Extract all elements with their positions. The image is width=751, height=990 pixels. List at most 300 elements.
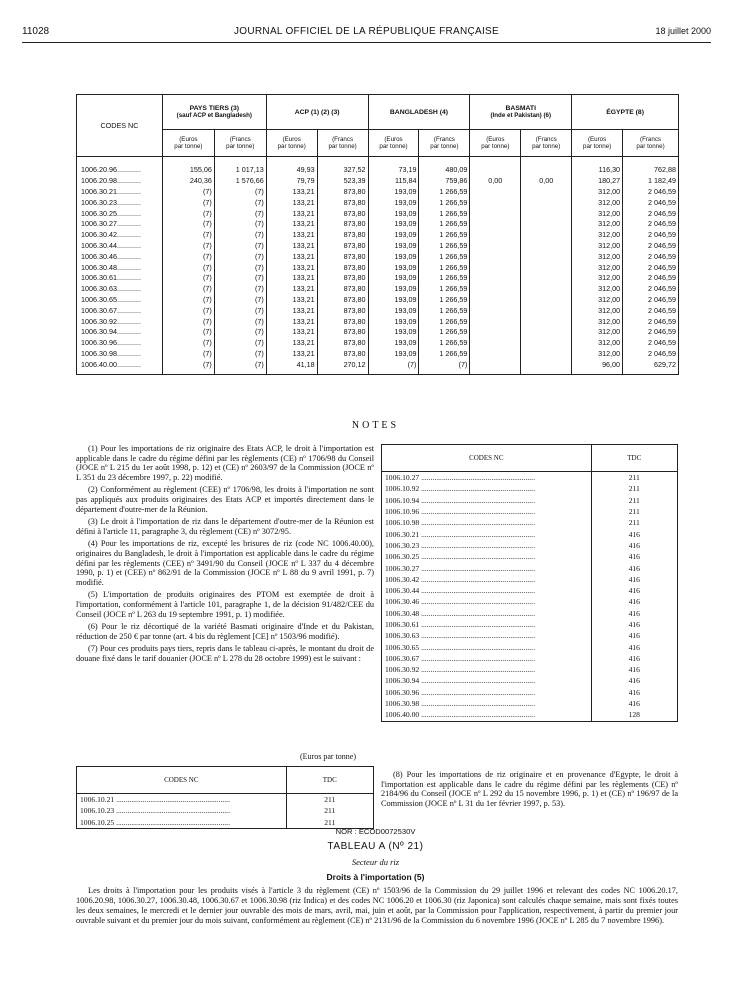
- value-cell: (7): [162, 295, 214, 306]
- tdc-cell: 416: [591, 551, 677, 562]
- table-row: [77, 197, 679, 208]
- value-cell: 133,21: [266, 284, 317, 295]
- table-row: [77, 805, 374, 816]
- tdc-cell: 416: [591, 540, 677, 551]
- value-cell: 1 266,59: [419, 327, 470, 338]
- code-cell: 1006.30.42............: [77, 230, 163, 241]
- code-cell: 1006.20.96............: [77, 157, 163, 176]
- value-cell: 312,00: [572, 208, 623, 219]
- value-cell: [470, 295, 521, 306]
- value-cell: [470, 284, 521, 295]
- value-cell: 312,00: [572, 219, 623, 230]
- value-cell: 1 266,59: [419, 273, 470, 284]
- value-cell: 312,00: [572, 187, 623, 198]
- value-cell: 193,09: [368, 197, 419, 208]
- value-cell: 79,79: [266, 176, 317, 187]
- value-cell: [521, 284, 572, 295]
- tdc-cell: 416: [591, 641, 677, 652]
- table-row: [77, 251, 679, 262]
- tdc-right-tdc-header: TDC: [591, 445, 677, 472]
- value-cell: 193,09: [368, 349, 419, 360]
- value-cell: (7): [214, 359, 266, 374]
- value-cell: 873,80: [317, 197, 368, 208]
- tdc-cell: 211: [286, 805, 373, 816]
- tdc-cell: 416: [591, 698, 677, 709]
- table-row: [77, 359, 679, 374]
- code-cell: 1006.30.23 ............................................................: [382, 540, 592, 551]
- table-row: [77, 327, 679, 338]
- value-cell: 240,36: [162, 176, 214, 187]
- tdc-cell: 416: [591, 619, 677, 630]
- tdc-cell: 416: [591, 630, 677, 641]
- value-cell: [521, 305, 572, 316]
- value-cell: 1 266,59: [419, 230, 470, 241]
- tdc-table-right: [381, 444, 678, 722]
- note-3: (3) Le droit à l'importation de riz dans le département d'outre-mer de la Réunion est défini à l'article 11, paragraphe 3, du règlement (CE) nº 3072/95.: [76, 517, 374, 536]
- unit-euros-header: (Euros par tonne): [266, 130, 317, 157]
- value-cell: 873,80: [317, 284, 368, 295]
- value-cell: 2 046,59: [623, 187, 679, 198]
- value-cell: 193,09: [368, 241, 419, 252]
- value-cell: [470, 157, 521, 176]
- value-cell: [521, 359, 572, 374]
- value-cell: 762,88: [623, 157, 679, 176]
- code-cell: 1006.30.23............: [77, 197, 163, 208]
- value-cell: (7): [162, 284, 214, 295]
- value-cell: 2 046,59: [623, 208, 679, 219]
- table-row: [382, 528, 678, 539]
- table-row: [77, 157, 679, 176]
- value-cell: [470, 327, 521, 338]
- value-cell: 873,80: [317, 327, 368, 338]
- table-row: [382, 472, 678, 484]
- value-cell: [521, 241, 572, 252]
- value-cell: (7): [214, 262, 266, 273]
- unit-euros-header: (Euros par tonne): [470, 130, 521, 157]
- table-row: [382, 664, 678, 675]
- code-cell: 1006.10.98 ............................................................: [382, 517, 592, 528]
- value-cell: 193,09: [368, 295, 419, 306]
- tdc-cell: 416: [591, 687, 677, 698]
- code-cell: 1006.10.25 ............................................................: [77, 817, 287, 829]
- value-cell: 193,09: [368, 187, 419, 198]
- value-cell: 193,09: [368, 230, 419, 241]
- value-cell: [521, 338, 572, 349]
- notes-column: [76, 444, 374, 666]
- table-row: [77, 316, 679, 327]
- tdc-right-codes-header: CODES NC: [382, 445, 592, 472]
- unit-francs-header: (Francs par tonne): [623, 130, 679, 157]
- value-cell: 270,12: [317, 359, 368, 374]
- note-5: (5) L'importation de produits originaires des PTOM est exemptée de droit à l'importation, conformément à l'article 101, paragraphe 1, de la décision 91/482/CEE du Conseil (JOCE nº L 263 du 19 septembre 1991, p. 1) modifiée.: [76, 590, 374, 619]
- value-cell: [470, 262, 521, 273]
- value-cell: 480,09: [419, 157, 470, 176]
- value-cell: [521, 349, 572, 360]
- code-cell: 1006.30.94 ............................................................: [382, 675, 592, 686]
- running-header: [22, 26, 711, 40]
- tdc-cell: 416: [591, 562, 677, 573]
- value-cell: 2 046,59: [623, 197, 679, 208]
- value-cell: (7): [162, 305, 214, 316]
- code-cell: 1006.30.21............: [77, 187, 163, 198]
- value-cell: 193,09: [368, 273, 419, 284]
- value-cell: 312,00: [572, 305, 623, 316]
- unit-note: (Euros par tonne): [300, 752, 356, 761]
- value-cell: 873,80: [317, 295, 368, 306]
- value-cell: 133,21: [266, 187, 317, 198]
- value-cell: (7): [419, 359, 470, 374]
- value-cell: (7): [368, 359, 419, 374]
- value-cell: 312,00: [572, 251, 623, 262]
- value-cell: 2 046,59: [623, 219, 679, 230]
- code-cell: 1006.30.61 ............................................................: [382, 619, 592, 630]
- notes-title: NOTES: [351, 420, 400, 431]
- value-cell: 1 182,49: [623, 176, 679, 187]
- table-row: [77, 349, 679, 360]
- journal-title: JOURNAL OFFICIEL DE LA RÉPUBLIQUE FRANÇAISE: [234, 26, 499, 37]
- value-cell: 1 266,59: [419, 338, 470, 349]
- value-cell: 133,21: [266, 262, 317, 273]
- value-cell: 1 266,59: [419, 208, 470, 219]
- group-header-basmati: BASMATI (Inde et Pakistan) (6): [470, 95, 572, 130]
- tdc-cell: 416: [591, 528, 677, 539]
- code-cell: 1006.10.96 ............................................................: [382, 506, 592, 517]
- value-cell: 2 046,59: [623, 284, 679, 295]
- value-cell: [521, 230, 572, 241]
- tdc-cell: 416: [591, 675, 677, 686]
- tdc-left-codes-header: CODES NC: [77, 767, 287, 794]
- unit-francs-header: (Francs par tonne): [419, 130, 470, 157]
- value-cell: 1 266,59: [419, 197, 470, 208]
- table-row: [77, 208, 679, 219]
- note-2: (2) Conformément au règlement (CEE) nº 1706/98, les droits à l'importation ne sont pas appliqués aux produits originaires des Etats ACP et importés directement dans le département d'outre-mer de la Réunion.: [76, 485, 374, 514]
- value-cell: 1 266,59: [419, 295, 470, 306]
- value-cell: 629,72: [623, 359, 679, 374]
- value-cell: 1 266,59: [419, 284, 470, 295]
- value-cell: (7): [162, 219, 214, 230]
- value-cell: 2 046,59: [623, 349, 679, 360]
- tdc-cell: 211: [591, 472, 677, 484]
- nor-reference: NOR : ECOD0072530V: [335, 827, 416, 836]
- code-cell: 1006.30.96 ............................................................: [382, 687, 592, 698]
- value-cell: 133,21: [266, 338, 317, 349]
- value-cell: 133,21: [266, 305, 317, 316]
- code-cell: 1006.30.27............: [77, 219, 163, 230]
- value-cell: (7): [162, 349, 214, 360]
- value-cell: [470, 230, 521, 241]
- value-cell: 873,80: [317, 316, 368, 327]
- value-cell: 193,09: [368, 284, 419, 295]
- group-header-acp: ACP (1) (2) (3): [266, 95, 368, 130]
- table-row: [382, 585, 678, 596]
- value-cell: 133,21: [266, 349, 317, 360]
- tdc-cell: 416: [591, 664, 677, 675]
- value-cell: 1 266,59: [419, 305, 470, 316]
- value-cell: 193,09: [368, 262, 419, 273]
- value-cell: [470, 251, 521, 262]
- import-duties-table: [76, 94, 679, 375]
- value-cell: (7): [162, 338, 214, 349]
- value-cell: [521, 187, 572, 198]
- value-cell: [470, 187, 521, 198]
- group-header-bangladesh: BANGLADESH (4): [368, 95, 470, 130]
- tdc-cell: 211: [286, 817, 373, 829]
- value-cell: [470, 359, 521, 374]
- tdc-cell: 416: [591, 653, 677, 664]
- value-cell: [470, 349, 521, 360]
- value-cell: [521, 251, 572, 262]
- value-cell: 312,00: [572, 262, 623, 273]
- header-rule: [22, 42, 711, 43]
- value-cell: [470, 273, 521, 284]
- table-row: [382, 619, 678, 630]
- table-row: [77, 176, 679, 187]
- code-cell: 1006.10.23 ............................................................: [77, 805, 287, 816]
- value-cell: 1 266,59: [419, 219, 470, 230]
- value-cell: (7): [214, 284, 266, 295]
- value-cell: (7): [162, 197, 214, 208]
- unit-euros-header: (Euros par tonne): [368, 130, 419, 157]
- unit-francs-header: (Francs par tonne): [317, 130, 368, 157]
- value-cell: 2 046,59: [623, 338, 679, 349]
- value-cell: 193,09: [368, 305, 419, 316]
- code-cell: 1006.30.98............: [77, 349, 163, 360]
- value-cell: 1 017,13: [214, 157, 266, 176]
- value-cell: [470, 305, 521, 316]
- value-cell: 327,52: [317, 157, 368, 176]
- value-cell: 180,27: [572, 176, 623, 187]
- code-cell: 1006.10.92 ............................................................: [382, 483, 592, 494]
- code-cell: 1006.30.27 ............................................................: [382, 562, 592, 573]
- value-cell: (7): [162, 187, 214, 198]
- value-cell: 2 046,59: [623, 230, 679, 241]
- code-cell: 1006.30.63............: [77, 284, 163, 295]
- table-row: [382, 675, 678, 686]
- value-cell: 96,00: [572, 359, 623, 374]
- table-row: [382, 495, 678, 506]
- code-cell: 1006.30.92 ............................................................: [382, 664, 592, 675]
- sector-subtitle: Secteur du riz: [351, 857, 400, 867]
- value-cell: 2 046,59: [623, 295, 679, 306]
- value-cell: [521, 157, 572, 176]
- value-cell: 523,39: [317, 176, 368, 187]
- table-row: [77, 338, 679, 349]
- value-cell: [521, 295, 572, 306]
- table-row: [382, 517, 678, 528]
- value-cell: (7): [162, 273, 214, 284]
- table-row: [382, 483, 678, 494]
- value-cell: [521, 273, 572, 284]
- code-cell: 1006.30.46 ............................................................: [382, 596, 592, 607]
- value-cell: 2 046,59: [623, 251, 679, 262]
- unit-francs-header: (Francs par tonne): [521, 130, 572, 157]
- value-cell: 873,80: [317, 219, 368, 230]
- value-cell: (7): [214, 295, 266, 306]
- value-cell: [521, 316, 572, 327]
- value-cell: 873,80: [317, 338, 368, 349]
- value-cell: (7): [214, 230, 266, 241]
- value-cell: 1 576,66: [214, 176, 266, 187]
- code-cell: 1006.30.98 ............................................................: [382, 698, 592, 709]
- tdc-left-tdc-header: TDC: [286, 767, 373, 794]
- table-row: [382, 540, 678, 551]
- duties-subheading: Droits à l'importation (5): [326, 872, 425, 882]
- tdc-cell: 211: [591, 506, 677, 517]
- code-cell: 1006.10.27 ............................................................: [382, 472, 592, 484]
- value-cell: 133,21: [266, 316, 317, 327]
- value-cell: 2 046,59: [623, 241, 679, 252]
- value-cell: [521, 327, 572, 338]
- table-row: [77, 230, 679, 241]
- tdc-cell: 128: [591, 709, 677, 721]
- value-cell: 873,80: [317, 273, 368, 284]
- table-row: [382, 574, 678, 585]
- value-cell: 873,80: [317, 349, 368, 360]
- value-cell: 193,09: [368, 251, 419, 262]
- table-row: [382, 709, 678, 721]
- table-row: [77, 219, 679, 230]
- code-cell: 1006.30.92............: [77, 316, 163, 327]
- code-cell: 1006.30.96............: [77, 338, 163, 349]
- note-6: (6) Pour le riz décortiqué de la variété Basmati originaire d'Inde et du Pakistan, réduction de 250 € par tonne (art. 4 bis du règlement [CE] nº 1503/96 modifié).: [76, 622, 374, 641]
- value-cell: 116,30: [572, 157, 623, 176]
- value-cell: [470, 241, 521, 252]
- value-cell: (7): [162, 208, 214, 219]
- code-cell: 1006.30.46............: [77, 251, 163, 262]
- note-1: (1) Pour les importations de riz originaire des Etats ACP, le droit à l'importation est applicable dans le cadre du régime défini par les règlements (CE) nº 1706/98 du Conseil (JOCE nº L 215 du 1er août 1998, p. 12) et (CE) nº 2603/97 de la Commission (JOCE nº L 351 du 23 décembre 1997, p. 22) modifié.: [76, 444, 374, 482]
- table-row: [382, 641, 678, 652]
- value-cell: [470, 219, 521, 230]
- table-row: [382, 698, 678, 709]
- value-cell: [470, 197, 521, 208]
- note-8-text: (8) Pour les importations de riz originaire et en provenance d'Egypte, le droit à l'importation est applicable dans le cadre du régime défini par les règlements (CE) nº 2184/96 du Conseil (JOCE nº L 292 du 15 novembre 1996, p. 1) et (CE) nº 196/97 de la Commission (JOCE nº L 31 du 1er février 1997, p. 53).: [381, 770, 678, 808]
- value-cell: 133,21: [266, 273, 317, 284]
- code-cell: 1006.30.25............: [77, 208, 163, 219]
- value-cell: 133,21: [266, 219, 317, 230]
- value-cell: 2 046,59: [623, 262, 679, 273]
- note-7: (7) Pour ces produits pays tiers, repris dans le tableau ci-après, le montant du droit de douane fixé dans le tarif douanier (JOCE nº L 278 du 28 octobre 1999) est le suivant :: [76, 644, 374, 663]
- value-cell: [470, 338, 521, 349]
- value-cell: 115,84: [368, 176, 419, 187]
- tdc-table-left: [76, 766, 374, 829]
- value-cell: 193,09: [368, 327, 419, 338]
- value-cell: 312,00: [572, 241, 623, 252]
- table-row: [382, 506, 678, 517]
- table-row: [77, 284, 679, 295]
- code-cell: 1006.40.00 ............................................................: [382, 709, 592, 721]
- tdc-cell: 416: [591, 574, 677, 585]
- body-paragraph: Les droits à l'importation pour les produits visés à l'article 3 du règlement (CE) nº 1503/96 de la Commission du 29 juillet 1996 et relevant des codes NC 1006.20.17, 1006.20.98, 1006.30.27, 1006.30.48, 1006.30.67 et 1006.30.98 (riz Indica) et des codes NC 1006.20 et 1006.30 (riz Japonica) sont calculés chaque semaine, mais sont fixés toutes les deux semaines, le mercredi et le dernier jour ouvrable des mois de mars, avril, mai, juin et août, par la Commission pour l'application, respectivement, à partir du premier jour ouvrable suivant et du premier jour du mois suivant, conformément au règlement (CE) nº 2131/96 de la Commission du 6 novembre 1996 (JOCE nº L 285 du 7 novembre 1996).: [76, 886, 678, 925]
- value-cell: 873,80: [317, 241, 368, 252]
- value-cell: (7): [214, 251, 266, 262]
- table-row: [382, 687, 678, 698]
- table-row: [77, 305, 679, 316]
- tdc-cell: 416: [591, 596, 677, 607]
- table-row: [77, 262, 679, 273]
- code-cell: 1006.20.98............: [77, 176, 163, 187]
- code-cell: 1006.30.67............: [77, 305, 163, 316]
- unit-euros-header: (Euros par tonne): [162, 130, 214, 157]
- table-row: [77, 187, 679, 198]
- value-cell: 873,80: [317, 262, 368, 273]
- value-cell: 873,80: [317, 230, 368, 241]
- value-cell: 133,21: [266, 208, 317, 219]
- value-cell: [470, 208, 521, 219]
- value-cell: 873,80: [317, 187, 368, 198]
- value-cell: 49,93: [266, 157, 317, 176]
- tdc-cell: 211: [591, 495, 677, 506]
- value-cell: 193,09: [368, 316, 419, 327]
- unit-euros-header: (Euros par tonne): [572, 130, 623, 157]
- issue-date: 18 juillet 2000: [655, 26, 711, 36]
- code-cell: 1006.30.42 ............................................................: [382, 574, 592, 585]
- value-cell: 2 046,59: [623, 327, 679, 338]
- unit-francs-header: (Francs par tonne): [214, 130, 266, 157]
- table-row: [382, 551, 678, 562]
- table-row: [382, 653, 678, 664]
- value-cell: [521, 208, 572, 219]
- code-cell: 1006.30.48............: [77, 262, 163, 273]
- table-row: [77, 794, 374, 806]
- value-cell: (7): [162, 251, 214, 262]
- value-cell: (7): [162, 230, 214, 241]
- code-cell: 1006.10.94 ............................................................: [382, 495, 592, 506]
- value-cell: 759,86: [419, 176, 470, 187]
- value-cell: [521, 219, 572, 230]
- value-cell: (7): [162, 262, 214, 273]
- value-cell: (7): [162, 327, 214, 338]
- value-cell: 155,06: [162, 157, 214, 176]
- value-cell: 0,00: [470, 176, 521, 187]
- tdc-cell: 211: [591, 517, 677, 528]
- tdc-cell: 416: [591, 608, 677, 619]
- group-header-pays-tiers: PAYS TIERS (3) (sauf ACP et Bangladesh): [162, 95, 266, 130]
- value-cell: 133,21: [266, 251, 317, 262]
- code-cell: 1006.30.21 ............................................................: [382, 528, 592, 539]
- table-row: [77, 273, 679, 284]
- value-cell: 873,80: [317, 208, 368, 219]
- code-cell: 1006.40.00............: [77, 359, 163, 374]
- value-cell: (7): [214, 273, 266, 284]
- code-cell: 1006.10.21 ............................................................: [77, 794, 287, 806]
- value-cell: 0,00: [521, 176, 572, 187]
- value-cell: (7): [162, 359, 214, 374]
- value-cell: 1 266,59: [419, 262, 470, 273]
- code-cell: 1006.30.94............: [77, 327, 163, 338]
- value-cell: 312,00: [572, 327, 623, 338]
- table-a-title: TABLEAU A (Nº 21): [327, 841, 424, 852]
- value-cell: (7): [214, 327, 266, 338]
- tdc-cell: 211: [286, 794, 373, 806]
- value-cell: [521, 262, 572, 273]
- value-cell: 2 046,59: [623, 305, 679, 316]
- value-cell: (7): [162, 316, 214, 327]
- value-cell: 312,00: [572, 316, 623, 327]
- value-cell: 41,18: [266, 359, 317, 374]
- value-cell: (7): [162, 241, 214, 252]
- value-cell: (7): [214, 197, 266, 208]
- value-cell: [470, 316, 521, 327]
- table-row: [382, 562, 678, 573]
- code-cell: 1006.30.63 ............................................................: [382, 630, 592, 641]
- value-cell: 133,21: [266, 327, 317, 338]
- note-8: [381, 770, 678, 808]
- value-cell: 1 266,59: [419, 187, 470, 198]
- group-header-egypte: ÉGYPTE (8): [572, 95, 679, 130]
- table-row: [77, 241, 679, 252]
- code-cell: 1006.30.67 ............................................................: [382, 653, 592, 664]
- value-cell: 193,09: [368, 338, 419, 349]
